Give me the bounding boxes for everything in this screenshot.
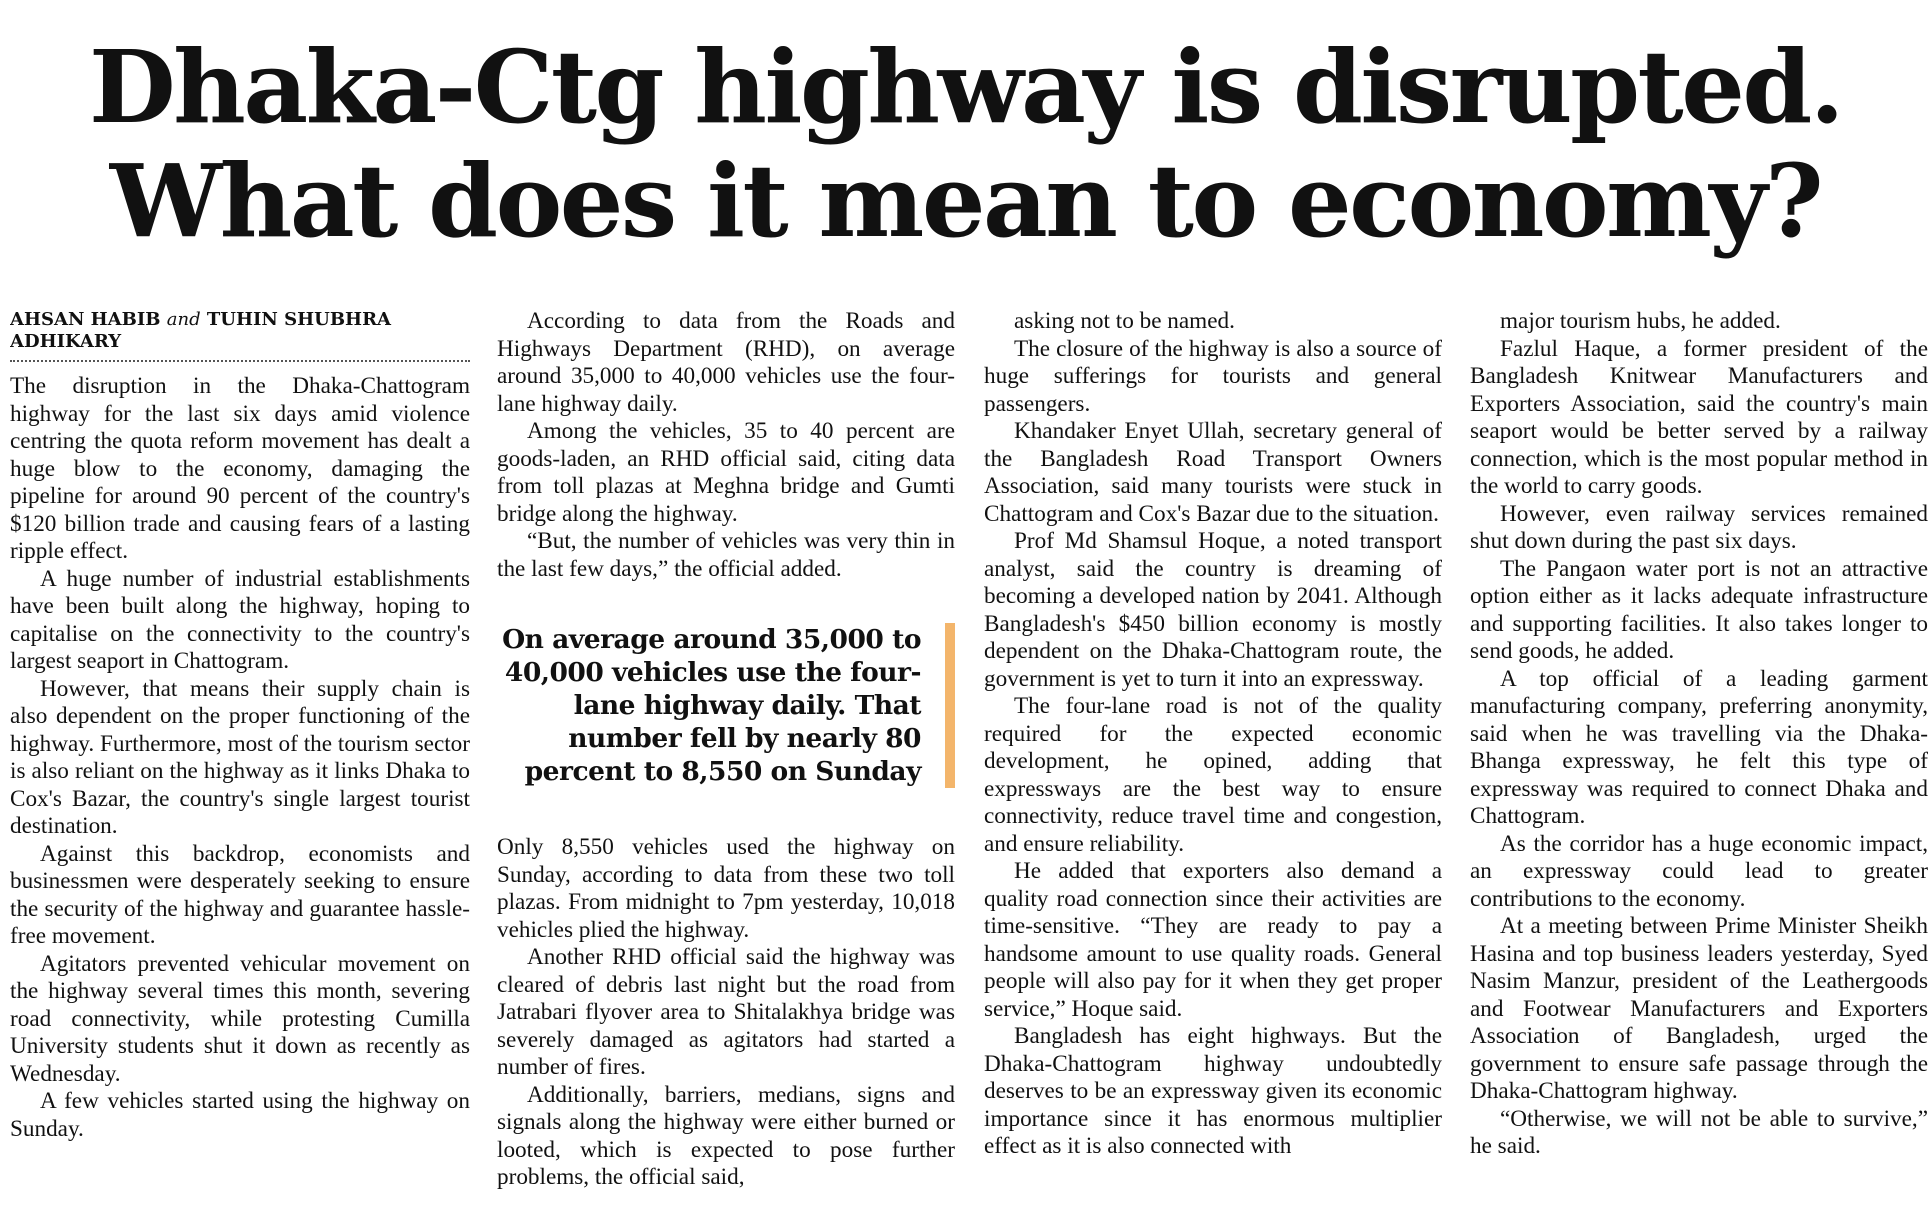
article-paragraph: Another RHD official said the highway was cleared of debris last night but the road from Jatrabari flyover area to Shitalakhya bridge was severely damaged as agitators had started a number of fires. bbox=[497, 944, 955, 1080]
article-paragraph: According to data from the Roads and Highways Department (RHD), on average around 35,000 to 40,000 vehicles use the four-lane highway daily. bbox=[497, 308, 955, 417]
byline-divider bbox=[10, 360, 470, 362]
column-4-text bbox=[1470, 308, 1928, 1161]
headline-line-2: What does it mean to economy? bbox=[109, 142, 1822, 260]
article-paragraph: As the corridor has a huge economic impact, an expressway could lead to greater contributions to the economy. bbox=[1470, 830, 1928, 912]
headline-line-1: Dhaka-Ctg highway is disrupted. bbox=[88, 28, 1843, 146]
article-paragraph: However, even railway services remained shut down during the past six days. bbox=[1470, 500, 1928, 554]
byline-author-2: TUHIN SHUBHRA ADHIKARY bbox=[10, 309, 391, 352]
article-paragraph: At a meeting between Prime Minister Sheikh Hasina and top business leaders yesterday, Syed Nasim Manzur, president of the Leathergoods and Footwear Manufacturers and Exporters Association of Bangladesh, urged the government to ensure safe passage through the Dhaka-Chattogram highway. bbox=[1470, 913, 1928, 1104]
column-1-text bbox=[10, 373, 470, 1143]
article-paragraph: Among the vehicles, 35 to 40 percent are goods-laden, an RHD official said, citing data from toll plazas at Meghna bridge and Gumti bridge along the highway. bbox=[497, 418, 955, 527]
article-column-3 bbox=[984, 308, 1442, 1220]
article-paragraph: The Pangaon water port is not an attractive option either as it lacks adequate infrastructure and supporting facilities. It also takes longer to send goods, he added. bbox=[1470, 555, 1928, 664]
article-paragraph: Agitators prevented vehicular movement on the highway several times this month, severing road connectivity, while protesting Cumilla University students shut it down as recently as Wednesday. bbox=[10, 950, 470, 1087]
article-paragraph: Khandaker Enyet Ullah, secretary general of the Bangladesh Road Transport Owners Association, said many tourists were stuck in Chattogram and Cox's Bazar due to the situation. bbox=[984, 418, 1442, 527]
article-paragraph: “Otherwise, we will not be able to survive,” he said. bbox=[1470, 1105, 1928, 1159]
article-paragraph: Only 8,550 vehicles used the highway on Sunday, according to data from these two toll plazas. From midnight to 7pm yesterday, 10,018 vehicles plied the highway. bbox=[497, 834, 955, 943]
article-paragraph: “But, the number of vehicles was very thin in the last few days,” the official added. bbox=[497, 528, 955, 582]
column-2-bottom-text bbox=[497, 834, 955, 1192]
article-paragraph: Fazlul Haque, a former president of the Bangladesh Knitwear Manufacturers and Exporters Association, said the country's main seaport would be better served by a railway connection, which is the most popular method in the world to carry goods. bbox=[1470, 335, 1928, 499]
column-2-top-text bbox=[497, 308, 955, 583]
article-paragraph: asking not to be named. bbox=[1014, 308, 1235, 334]
article-paragraph: Additionally, barriers, medians, signs and signals along the highway were either burned or looted, which is expected to pose further problems, the official said, bbox=[497, 1081, 955, 1190]
article-column-4 bbox=[1470, 308, 1928, 1220]
article-paragraph: A huge number of industrial establishments have been built along the highway, hoping to capitalise on the connectivity to the country's largest seaport in Chattogram. bbox=[10, 565, 470, 674]
byline-conjunction: and bbox=[166, 309, 201, 330]
article-paragraph: Prof Md Shamsul Hoque, a noted transport analyst, said the country is dreaming of becoming a developed nation by 2041. Although Bangladesh's $450 billion economy is mostly dependent on the Dhaka-Chattogram route, the government is yet to turn it into an expressway. bbox=[984, 528, 1442, 692]
article-paragraph: Bangladesh has eight highways. But the Dhaka-Chattogram highway undoubtedly deserves to be an expressway given its economic importance since it has enormous multiplier effect as it is also connected with bbox=[984, 1023, 1442, 1159]
article-column-2 bbox=[497, 308, 955, 1220]
article-paragraph: The four-lane road is not of the quality required for the expected economic development, he opined, adding that expressways are the best way to ensure connectivity, reduce travel time and congestion, and ensure reliability. bbox=[984, 693, 1442, 857]
column-3-text bbox=[984, 308, 1442, 1161]
byline bbox=[10, 309, 470, 353]
pull-quote: On average around 35,000 to 40,000 vehicles use the four-lane highway daily. That number fell by nearly 80 percent to 8,550 on Sunday bbox=[497, 623, 955, 788]
article-paragraph: The disruption in the Dhaka-Chattogram highway for the last six days amid violence centring the quota reform movement has dealt a huge blow to the economy, damaging the pipeline for around 90 percent of the country's $120 billion trade and causing fears of a lasting ripple effect. bbox=[10, 373, 470, 564]
byline-author-1: AHSAN HABIB bbox=[10, 309, 161, 330]
article-column-1 bbox=[10, 308, 470, 1220]
article-paragraph: Against this backdrop, economists and businessmen were desperately seeking to ensure the security of the highway and guarantee hassle-free movement. bbox=[10, 840, 470, 949]
article-paragraph: major tourism hubs, he added. bbox=[1500, 308, 1781, 334]
article-paragraph: However, that means their supply chain is also dependent on the proper functioning of the highway. Furthermore, most of the tourism sector is also reliant on the highway as it links Dhaka to Cox's Bazar, the country's single largest tourist destination. bbox=[10, 675, 470, 839]
article-paragraph: A few vehicles started using the highway on Sunday. bbox=[10, 1088, 470, 1142]
article-paragraph: The closure of the highway is also a source of huge sufferings for tourists and general passengers. bbox=[984, 335, 1442, 417]
article-paragraph: He added that exporters also demand a quality road connection since their activities are time-sensitive. “They are ready to pay a handsome amount to use quality roads. General people will also pay for it when they get proper service,” Hoque said. bbox=[984, 858, 1442, 1022]
article-paragraph: A top official of a leading garment manufacturing company, preferring anonymity, said when he was travelling via the Dhaka-Bhanga expressway, he felt this type of expressway was required to connect Dhaka and Chattogram. bbox=[1470, 665, 1928, 829]
headline bbox=[0, 30, 1931, 258]
